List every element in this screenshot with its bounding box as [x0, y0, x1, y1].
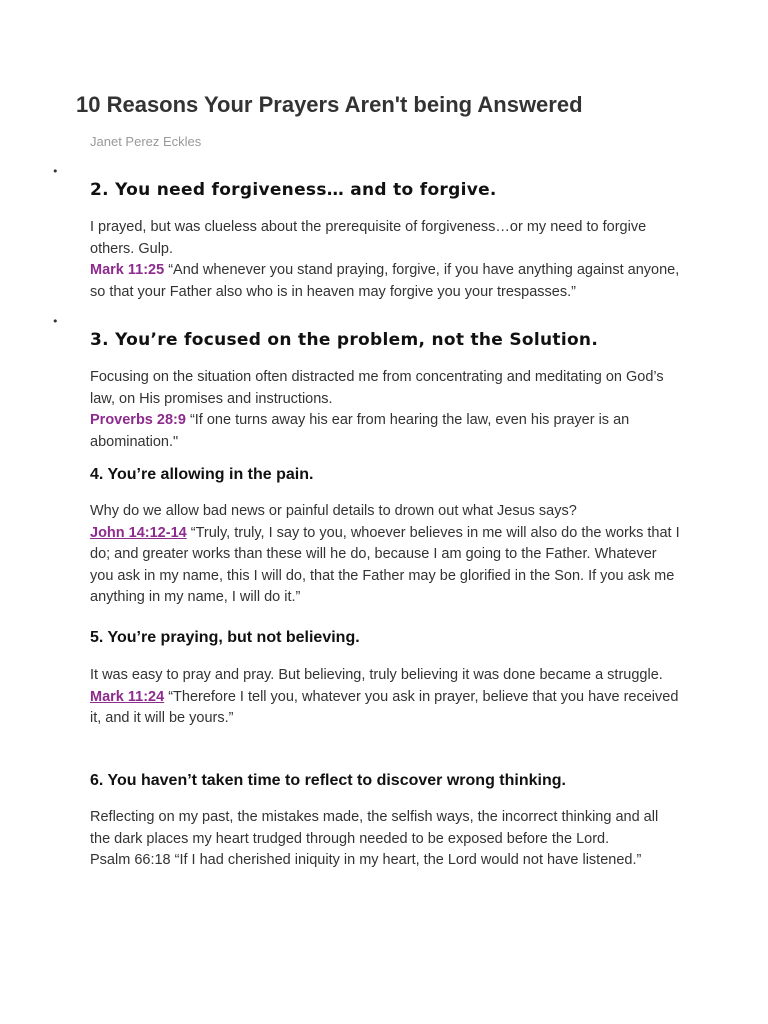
section-text: Focusing on the situation often distracted me from concentrating and meditating on God’s law, on His promises and instructions. [90, 369, 664, 407]
section-heading: 2. You need forgiveness… and to forgive. [90, 180, 497, 200]
section-heading: 6. You haven’t taken time to reflect to discover wrong thinking. [90, 772, 566, 789]
list-bullet: • [52, 315, 59, 328]
section-body [90, 217, 680, 303]
section-body [90, 367, 680, 453]
scripture-quote: “Therefore I tell you, whatever you ask in prayer, believe that you have received it, and it will be yours.” [90, 688, 679, 726]
list-bullet: • [52, 165, 59, 178]
scripture-reference-link[interactable]: Mark 11:24 [90, 688, 165, 705]
section-heading: 4. You’re allowing in the pain. [90, 466, 314, 483]
section-body [90, 501, 680, 609]
section-body [90, 807, 680, 872]
section-text: Reflecting on my past, the mistakes made, the selfish ways, the incorrect thinking and all the dark places my heart trudged through needed to be exposed before the Lord. [90, 809, 659, 847]
section-heading: 3. You’re focused on the problem, not the Solution. [90, 330, 599, 350]
section-text: It was easy to pray and pray. But believing, truly believing it was done became a struggle. [90, 667, 663, 683]
article-title: 10 Reasons Your Prayers Aren't being Answered [76, 92, 583, 117]
scripture-quote: “Truly, truly, I say to you, whoever believes in me will also do the works that I do; and greater works than these will he do, because I am going to the Father. Whatever you ask in my name, this I will do, that the Father may be glorified in the Son. If you ask me anything in my name, I will do it.” [90, 524, 680, 605]
section-body [90, 665, 680, 730]
scripture-reference-link[interactable]: John 14:12-14 [90, 524, 187, 541]
scripture-quote: Psalm 66:18 “If I had cherished iniquity in my heart, the Lord would not have listened.” [90, 852, 642, 868]
scripture-quote: “If one turns away his ear from hearing the law, even his prayer is an abomination." [90, 412, 630, 450]
section-heading: 5. You’re praying, but not believing. [90, 629, 360, 646]
section-text: Why do we allow bad news or painful details to drown out what Jesus says? [90, 503, 577, 519]
scripture-reference: Proverbs 28:9 [90, 412, 186, 428]
scripture-reference: Mark 11:25 [90, 262, 165, 278]
section-text: I prayed, but was clueless about the prerequisite of forgiveness…or my need to forgive others. Gulp. [90, 219, 647, 257]
scripture-quote: “And whenever you stand praying, forgive, if you have anything against anyone, so that your Father also who is in heaven may forgive you your trespasses.” [90, 262, 680, 300]
article-author: Janet Perez Eckles [90, 134, 202, 149]
